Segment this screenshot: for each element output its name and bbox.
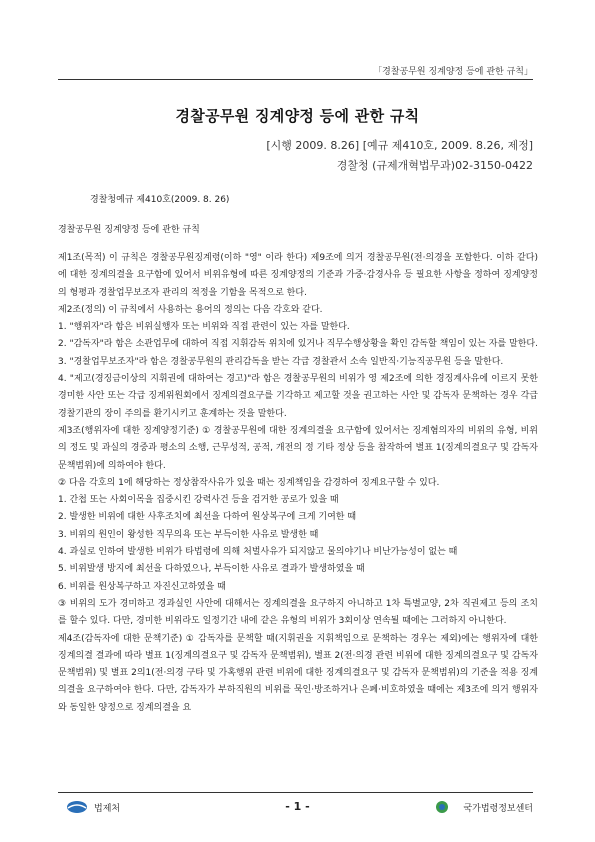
paragraph: 2. 발생한 비위에 대한 사후조치에 최선을 다하여 원상복구에 크게 기여한 때 — [58, 512, 357, 523]
paragraph: 2. "감독자"라 함은 소관업무에 대하여 직접 지휘감독 위치에 있거나 직무수행상황을 확인 감독할 책임이 있는 자를 말한다. — [58, 339, 538, 350]
department-contact: 경찰청 (규제개혁법무과)02-3150-0422 — [336, 159, 533, 172]
running-title: 「경찰공무원 징계양정 등에 관한 규칙」 — [373, 67, 533, 77]
header-divider — [58, 79, 533, 80]
paragraph: 1. "행위자"라 함은 비위실행자 또는 비위와 직접 관련이 있는 자를 말한다. — [58, 322, 350, 333]
paragraph: 3. "경찰업무보조자"라 함은 경찰공무원의 관리감독을 받는 각급 경찰관서 소속 일반직·기능직공무원 등을 말한다. — [58, 356, 504, 367]
notice-number: 경찰청예규 제410호(2009. 8. 26) — [90, 195, 230, 205]
body-text — [58, 250, 538, 717]
paragraph: 제3조(행위자에 대한 징계양정기준) ① 경찰공무원에 대한 징계의결을 요구함에 있어서는 징계혐의자의 비위의 유형, 비위의 정도 및 과실의 경중과 평소의 소행, 근무성적, 공적, 개전의 정 기타 정상 등을 참작하여 별표 1(징계의결요구 및 감독자 문책범위)에 의하여야 한다. — [58, 425, 538, 471]
paragraph: 3. 비위의 원인이 왕성한 직무의욕 또는 부득이한 사유로 발생한 때 — [58, 529, 319, 540]
paragraph: 1. 간첩 또는 사회이목을 집중시킨 강력사건 등을 검거한 공로가 있을 때 — [58, 495, 339, 506]
paragraph: 제2조(정의) 이 규칙에서 사용하는 용어의 정의는 다음 각호와 같다. — [58, 304, 323, 315]
footer-right-label: 국가법령정보센터 — [463, 803, 533, 814]
footer-left-label: 법제처 — [94, 803, 121, 814]
paragraph: 제4조(감독자에 대한 문책기준) ① 감독자를 문책할 때(지휘권을 지휘책임으로 문책하는 경우는 제외)에는 행위자에 대한 징계의결 결과에 따라 별표 1(징계의결요구 및 감독자 문책범위), 별표 2(전·의경 관련 비위에 대한 징계의결요구 및 감독자 문책범위) 및 별표 2의1(전·의경 구타 및 가혹행위 관련 비위에 대한 징계의결요구 및 감독자 문책범위)의 기준을 적용 징계의결을 요구하여야 한다. 다만, 감독자가 부하직원의 비위를 묵인·방조하거나 은폐·비호하였을 때에는 제3조에 의거 행위자와 동일한 양정으로 징계의결을 요 — [58, 633, 538, 713]
page-number: - 1 - — [285, 800, 310, 813]
paragraph: 제1조(목적) 이 규칙은 경찰공무원징계령(이하 "영" 이라 한다) 제9조에 의거 경찰공무원(전·의경을 포함한다. 이하 같다)에 대한 징계의결을 요구함에 있어서 비위유형에 따른 징계양정의 기준과 가중·감경사유 등 필요한 사항을 정하여 징계양정의 형평과 경찰업무보조자 관리의 적정을 기함을 목적으로 한다. — [58, 253, 538, 298]
footer-divider — [58, 792, 533, 793]
document-title: 경찰공무원 징계양정 등에 관한 규칙 — [175, 107, 420, 125]
revision-info: [시행 2009. 8.26] [예규 제410호, 2009. 8.26, 제정] — [266, 139, 533, 152]
law-center-logo-icon — [435, 800, 457, 814]
paragraph: 4. "제고(경징금이상의 지휘권에 대하여는 경고)"라 함은 경찰공무원의 비위가 영 제2조에 의한 경징계사유에 이르지 못한 경미한 사안 또는 각급 징계위원회에서 징계의결요구를 기각하고 제고할 것을 권고하는 사안 및 감독자 문책하는 경우 각급 경찰기관의 장이 주의를 환기시키고 훈계하는 것을 말한다. — [58, 374, 538, 419]
paragraph: 5. 비위발생 방지에 최선을 다하였으나, 부득이한 사유로 결과가 발생하였을 때 — [58, 564, 365, 575]
document-subtitle: 경찰공무원 징계양정 등에 관한 규칙 — [58, 225, 200, 235]
paragraph: 6. 비위를 원상복구하고 자진신고하였을 때 — [58, 581, 226, 592]
paragraph: 4. 과실로 인하여 발생한 비위가 타법령에 의해 처벌사유가 되지않고 물의야기나 비난가능성이 없는 때 — [58, 547, 458, 558]
paragraph: ② 다음 각호의 1에 해당하는 정상참작사유가 있을 때는 징계책임을 감경하여 징계요구할 수 있다. — [58, 477, 440, 488]
paragraph: ③ 비위의 도가 경미하고 경과실인 사안에 대해서는 징계의결을 요구하지 아니하고 1차 특별교양, 2차 직권제고 등의 조치를 할수 있다. 다만, 경미한 비위라도 일정기간 내에 같은 유형의 비위가 3회이상 연속될 때에는 그러하지 아니한다. — [58, 598, 538, 627]
footer-right — [435, 800, 533, 814]
